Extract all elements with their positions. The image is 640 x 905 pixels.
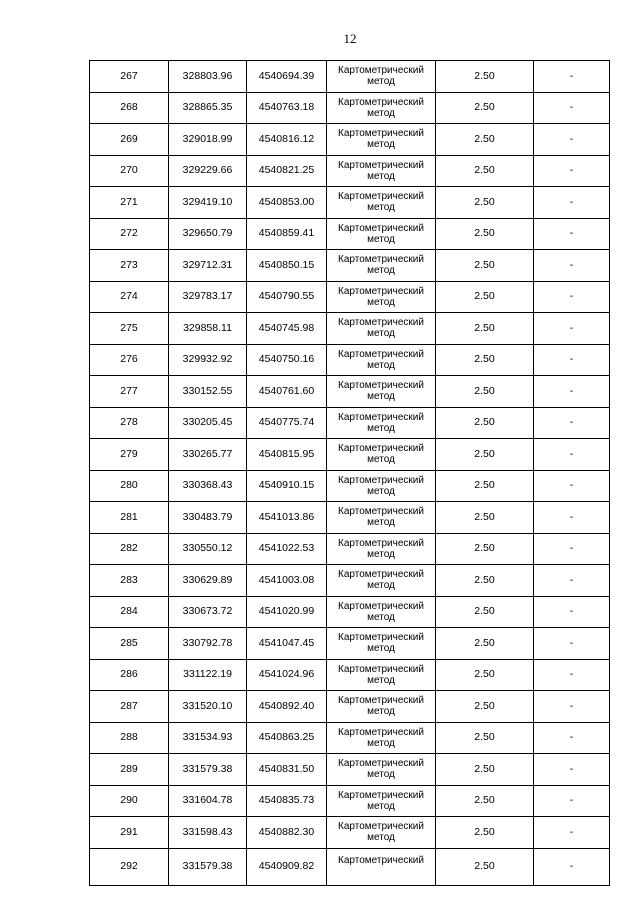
- table-row: [90, 376, 610, 408]
- y-coordinate-cell: 4540821.25: [247, 155, 327, 187]
- note-cell: -: [534, 92, 610, 124]
- y-coordinate-cell: 4540761.60: [247, 376, 327, 408]
- error-cell: 2.50: [436, 92, 534, 124]
- note-cell: -: [534, 754, 610, 786]
- error-cell: 2.50: [436, 124, 534, 156]
- error-cell: 2.50: [436, 596, 534, 628]
- x-coordinate-cell: 331520.10: [169, 691, 247, 723]
- coordinates-table: [89, 60, 610, 886]
- error-cell: 2.50: [436, 155, 534, 187]
- x-coordinate-cell: 329229.66: [169, 155, 247, 187]
- x-coordinate-cell: 330368.43: [169, 470, 247, 502]
- table-row: [90, 407, 610, 439]
- method-cell: Картометрический метод: [327, 61, 436, 93]
- method-cell: Картометрический метод: [327, 344, 436, 376]
- table-row: [90, 691, 610, 723]
- x-coordinate-cell: 330673.72: [169, 596, 247, 628]
- note-cell: -: [534, 722, 610, 754]
- method-cell: Картометрический метод: [327, 155, 436, 187]
- table-row: [90, 565, 610, 597]
- table-row: [90, 533, 610, 565]
- point-number-cell: 277: [90, 376, 169, 408]
- point-number-cell: 283: [90, 565, 169, 597]
- y-coordinate-cell: 4540816.12: [247, 124, 327, 156]
- table-row: [90, 281, 610, 313]
- y-coordinate-cell: 4540892.40: [247, 691, 327, 723]
- point-number-cell: 269: [90, 124, 169, 156]
- x-coordinate-cell: 331534.93: [169, 722, 247, 754]
- point-number-cell: 290: [90, 785, 169, 817]
- y-coordinate-cell: 4541047.45: [247, 628, 327, 660]
- note-cell: -: [534, 155, 610, 187]
- y-coordinate-cell: 4540775.74: [247, 407, 327, 439]
- error-cell: 2.50: [436, 250, 534, 282]
- note-cell: -: [534, 313, 610, 345]
- error-cell: 2.50: [436, 470, 534, 502]
- note-cell: -: [534, 376, 610, 408]
- note-cell: -: [534, 124, 610, 156]
- point-number-cell: 287: [90, 691, 169, 723]
- y-coordinate-cell: 4540853.00: [247, 187, 327, 219]
- x-coordinate-cell: 329650.79: [169, 218, 247, 250]
- point-number-cell: 278: [90, 407, 169, 439]
- y-coordinate-cell: 4540910.15: [247, 470, 327, 502]
- point-number-cell: 281: [90, 502, 169, 534]
- y-coordinate-cell: 4540815.95: [247, 439, 327, 471]
- point-number-cell: 291: [90, 817, 169, 849]
- note-cell: -: [534, 817, 610, 849]
- y-coordinate-cell: 4540835.73: [247, 785, 327, 817]
- method-cell: Картометрический метод: [327, 596, 436, 628]
- point-number-cell: 274: [90, 281, 169, 313]
- method-cell: Картометрический метод: [327, 691, 436, 723]
- point-number-cell: 270: [90, 155, 169, 187]
- note-cell: -: [534, 659, 610, 691]
- point-number-cell: 272: [90, 218, 169, 250]
- y-coordinate-cell: 4540750.16: [247, 344, 327, 376]
- table-row: [90, 250, 610, 282]
- point-number-cell: 288: [90, 722, 169, 754]
- error-cell: 2.50: [436, 628, 534, 660]
- method-cell: Картометрический метод: [327, 187, 436, 219]
- table-row: [90, 754, 610, 786]
- table-row: [90, 628, 610, 660]
- method-cell: Картометрический метод: [327, 124, 436, 156]
- x-coordinate-cell: 331579.38: [169, 848, 247, 886]
- note-cell: -: [534, 565, 610, 597]
- note-cell: -: [534, 250, 610, 282]
- error-cell: 2.50: [436, 407, 534, 439]
- y-coordinate-cell: 4541022.53: [247, 533, 327, 565]
- table-row: [90, 817, 610, 849]
- coordinates-table-body: [90, 61, 610, 886]
- x-coordinate-cell: 330792.78: [169, 628, 247, 660]
- point-number-cell: 292: [90, 848, 169, 886]
- error-cell: 2.50: [436, 218, 534, 250]
- error-cell: 2.50: [436, 533, 534, 565]
- note-cell: -: [534, 281, 610, 313]
- point-number-cell: 282: [90, 533, 169, 565]
- y-coordinate-cell: 4540882.30: [247, 817, 327, 849]
- table-row: [90, 470, 610, 502]
- y-coordinate-cell: 4540850.15: [247, 250, 327, 282]
- y-coordinate-cell: 4540909.82: [247, 848, 327, 886]
- x-coordinate-cell: 330265.77: [169, 439, 247, 471]
- table-row: [90, 187, 610, 219]
- error-cell: 2.50: [436, 817, 534, 849]
- y-coordinate-cell: 4541020.99: [247, 596, 327, 628]
- method-cell: Картометрический метод: [327, 407, 436, 439]
- note-cell: -: [534, 470, 610, 502]
- x-coordinate-cell: 328803.96: [169, 61, 247, 93]
- x-coordinate-cell: 331604.78: [169, 785, 247, 817]
- point-number-cell: 268: [90, 92, 169, 124]
- table-row: [90, 124, 610, 156]
- y-coordinate-cell: 4540694.39: [247, 61, 327, 93]
- x-coordinate-cell: 328865.35: [169, 92, 247, 124]
- method-cell: Картометрический метод: [327, 250, 436, 282]
- table-row: [90, 848, 610, 886]
- note-cell: -: [534, 628, 610, 660]
- x-coordinate-cell: 329858.11: [169, 313, 247, 345]
- x-coordinate-cell: 330205.45: [169, 407, 247, 439]
- method-cell: Картометрический метод: [327, 470, 436, 502]
- note-cell: -: [534, 533, 610, 565]
- x-coordinate-cell: 330152.55: [169, 376, 247, 408]
- point-number-cell: 284: [90, 596, 169, 628]
- table-row: [90, 344, 610, 376]
- table-row: [90, 785, 610, 817]
- error-cell: 2.50: [436, 691, 534, 723]
- error-cell: 2.50: [436, 785, 534, 817]
- y-coordinate-cell: 4540859.41: [247, 218, 327, 250]
- table-row: [90, 313, 610, 345]
- table-row: [90, 659, 610, 691]
- error-cell: 2.50: [436, 659, 534, 691]
- method-cell: Картометрический метод: [327, 628, 436, 660]
- method-cell: Картометрический метод: [327, 313, 436, 345]
- point-number-cell: 286: [90, 659, 169, 691]
- point-number-cell: 289: [90, 754, 169, 786]
- table-row: [90, 218, 610, 250]
- method-cell: Картометрический метод: [327, 281, 436, 313]
- note-cell: -: [534, 502, 610, 534]
- error-cell: 2.50: [436, 848, 534, 886]
- point-number-cell: 279: [90, 439, 169, 471]
- x-coordinate-cell: 329712.31: [169, 250, 247, 282]
- method-cell: Картометрический метод: [327, 722, 436, 754]
- method-cell: Картометрический метод: [327, 439, 436, 471]
- x-coordinate-cell: 330629.89: [169, 565, 247, 597]
- note-cell: -: [534, 691, 610, 723]
- note-cell: -: [534, 785, 610, 817]
- method-cell: Картометрический метод: [327, 817, 436, 849]
- x-coordinate-cell: 329783.17: [169, 281, 247, 313]
- error-cell: 2.50: [436, 722, 534, 754]
- x-coordinate-cell: 331598.43: [169, 817, 247, 849]
- method-cell: Картометрический метод: [327, 92, 436, 124]
- y-coordinate-cell: 4541003.08: [247, 565, 327, 597]
- y-coordinate-cell: 4541024.96: [247, 659, 327, 691]
- point-number-cell: 276: [90, 344, 169, 376]
- note-cell: -: [534, 407, 610, 439]
- page-number: 12: [343, 31, 357, 46]
- x-coordinate-cell: 330550.12: [169, 533, 247, 565]
- table-row: [90, 439, 610, 471]
- method-cell: Картометрический метод: [327, 376, 436, 408]
- method-cell: Картометрический метод: [327, 785, 436, 817]
- table-row: [90, 596, 610, 628]
- x-coordinate-cell: 331579.38: [169, 754, 247, 786]
- note-cell: -: [534, 218, 610, 250]
- error-cell: 2.50: [436, 61, 534, 93]
- table-row: [90, 722, 610, 754]
- table-row: [90, 502, 610, 534]
- point-number-cell: 273: [90, 250, 169, 282]
- note-cell: -: [534, 187, 610, 219]
- table-row: [90, 61, 610, 93]
- method-cell: Картометрический метод: [327, 565, 436, 597]
- error-cell: 2.50: [436, 344, 534, 376]
- x-coordinate-cell: 329419.10: [169, 187, 247, 219]
- error-cell: 2.50: [436, 376, 534, 408]
- error-cell: 2.50: [436, 502, 534, 534]
- note-cell: -: [534, 61, 610, 93]
- error-cell: 2.50: [436, 565, 534, 597]
- point-number-cell: 275: [90, 313, 169, 345]
- error-cell: 2.50: [436, 439, 534, 471]
- y-coordinate-cell: 4541013.86: [247, 502, 327, 534]
- table-row: [90, 92, 610, 124]
- y-coordinate-cell: 4540790.55: [247, 281, 327, 313]
- method-cell: Картометрический метод: [327, 754, 436, 786]
- point-number-cell: 280: [90, 470, 169, 502]
- error-cell: 2.50: [436, 754, 534, 786]
- note-cell: -: [534, 596, 610, 628]
- method-cell: Картометрический метод: [327, 502, 436, 534]
- note-cell: -: [534, 848, 610, 886]
- method-cell: Картометрический: [327, 848, 436, 886]
- method-cell: Картометрический метод: [327, 533, 436, 565]
- y-coordinate-cell: 4540831.50: [247, 754, 327, 786]
- table-row: [90, 155, 610, 187]
- point-number-cell: 271: [90, 187, 169, 219]
- x-coordinate-cell: 329932.92: [169, 344, 247, 376]
- x-coordinate-cell: 330483.79: [169, 502, 247, 534]
- y-coordinate-cell: 4540863.25: [247, 722, 327, 754]
- y-coordinate-cell: 4540745.98: [247, 313, 327, 345]
- method-cell: Картометрический метод: [327, 659, 436, 691]
- y-coordinate-cell: 4540763.18: [247, 92, 327, 124]
- x-coordinate-cell: 329018.99: [169, 124, 247, 156]
- point-number-cell: 267: [90, 61, 169, 93]
- method-cell: Картометрический метод: [327, 218, 436, 250]
- note-cell: -: [534, 439, 610, 471]
- point-number-cell: 285: [90, 628, 169, 660]
- note-cell: -: [534, 344, 610, 376]
- x-coordinate-cell: 331122.19: [169, 659, 247, 691]
- error-cell: 2.50: [436, 313, 534, 345]
- error-cell: 2.50: [436, 281, 534, 313]
- error-cell: 2.50: [436, 187, 534, 219]
